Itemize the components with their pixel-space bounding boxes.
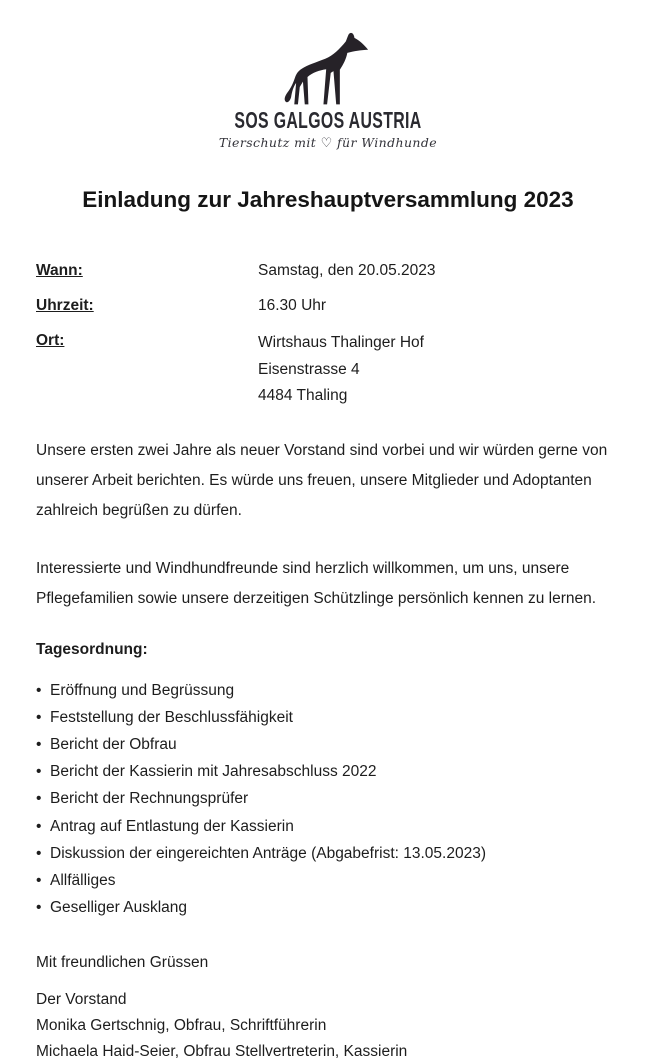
salutation: Mit freundlichen Grüssen <box>36 954 209 972</box>
detail-label-ort: Ort: <box>36 332 65 349</box>
agenda-item: • Bericht der Kassierin mit Jahresabschluss 2022 <box>36 758 620 785</box>
logo <box>36 26 620 151</box>
detail-row-wann <box>36 260 620 281</box>
signature-block <box>36 987 620 1064</box>
tagline-text-pre: Tierschutz mit <box>218 135 317 150</box>
page-title: Einladung zur Jahreshauptversammlung 2023 <box>82 187 574 212</box>
agenda-item: • Bericht der Rechnungsprüfer <box>36 785 620 812</box>
agenda-item: • Feststellung der Beschlussfähigkeit <box>36 704 620 731</box>
signature-line: Michaela Haid-Seier, Obfrau Stellvertreterin, Kassierin <box>36 1042 408 1060</box>
detail-row-ort <box>36 330 620 410</box>
greyhound-silhouette-icon <box>268 26 388 108</box>
agenda-item: • Geselliger Ausklang <box>36 894 620 921</box>
logo-wordmark: SOS GALGOS AUSTRIA <box>234 106 422 134</box>
address-line: Wirtshaus Thalinger Hof <box>258 334 424 351</box>
logo-tagline <box>36 136 620 151</box>
detail-label-wann: Wann: <box>36 262 83 279</box>
detail-label-uhrzeit: Uhrzeit: <box>36 297 94 314</box>
detail-value-address <box>258 330 424 410</box>
agenda-item: • Antrag auf Entlastung der Kassierin <box>36 813 620 840</box>
heart-icon: ♡ <box>320 136 333 151</box>
agenda-item: • Eröffnung und Begrüssung <box>36 677 620 704</box>
signature-line: Monika Gertschnig, Obfrau, Schriftführerin <box>36 1017 327 1035</box>
intro-paragraph: Unsere ersten zwei Jahre als neuer Vorstand sind vorbei und wir würden gerne von unserer Arbeit berichten. Es würde uns freuen, unsere Mitglieder und Adoptanten zahlreich begrüßen zu dürfen. <box>36 441 608 519</box>
detail-row-uhrzeit <box>36 295 620 316</box>
tagline-text-post: für Windhunde <box>337 135 438 150</box>
signature-line: Der Vorstand <box>36 991 127 1009</box>
agenda-heading: Tagesordnung: <box>36 640 148 658</box>
address-line: 4484 Thaling <box>258 387 348 404</box>
detail-value-time: 16.30 Uhr <box>258 297 327 314</box>
agenda-item: • Allfälliges <box>36 867 620 894</box>
welcome-paragraph: Interessierte und Windhundfreunde sind herzlich willkommen, um uns, unsere Pflegefamilien sowie unsere derzeitigen Schützlinge persönlich kennen zu lernen. <box>36 559 597 607</box>
event-details <box>36 260 620 410</box>
agenda-item: • Bericht der Obfrau <box>36 731 620 758</box>
detail-value-date: Samstag, den 20.05.2023 <box>258 262 436 279</box>
agenda-list <box>36 677 620 922</box>
agenda-item: • Diskussion der eingereichten Anträge (Abgabefrist: 13.05.2023) <box>36 840 620 867</box>
address-line: Eisenstrasse 4 <box>258 360 360 378</box>
